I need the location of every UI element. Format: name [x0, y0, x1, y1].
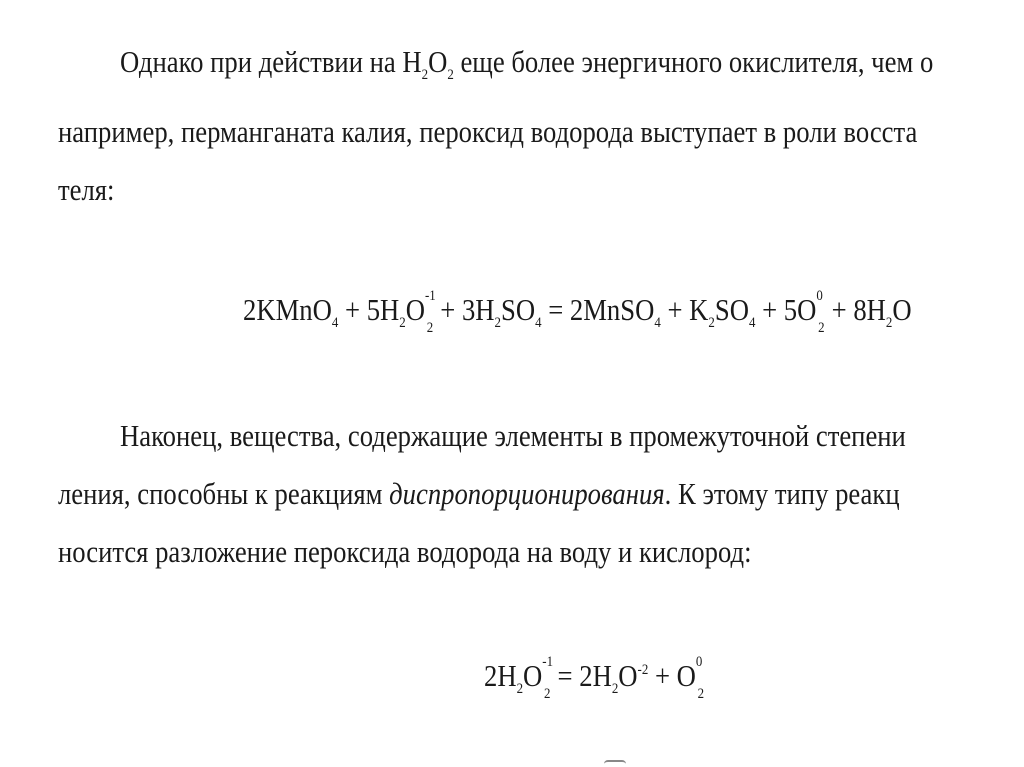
paragraph2-line2: ления, способны к реакциям диспропорционирования. К этому типу реакц	[58, 476, 900, 511]
paragraph1-line1: Однако при действии на $H_2O_2$ еще более энергичного окислителя, чем о	[120, 44, 934, 83]
paragraph2-line3: носится разложение пероксида водорода на воду и кислород:	[58, 534, 752, 569]
equation-permanganate: 2KMnO$_4$ + $5H_2O$ -1 2 + $3H_2SO_4$ = 2MnSO$_4$ + $K_2SO_4 + 5O$ 0 2 + $8H_2O$	[243, 288, 912, 336]
equation-decomposition: $2H_2O$ -1 2 = $2H_2O^{-2} + O$ 0 2	[484, 654, 705, 702]
paragraph1-line3: теля:	[58, 172, 115, 207]
paragraph2-line1: Наконец, вещества, содержащие элементы в промежуточной степени	[120, 418, 906, 453]
paragraph1-line2: например, перманганата калия, пероксид водорода выступает в роли восста	[58, 114, 918, 149]
cropped-text-fragment	[604, 760, 626, 764]
term-disproportionation: диспропорционирования	[389, 476, 665, 511]
